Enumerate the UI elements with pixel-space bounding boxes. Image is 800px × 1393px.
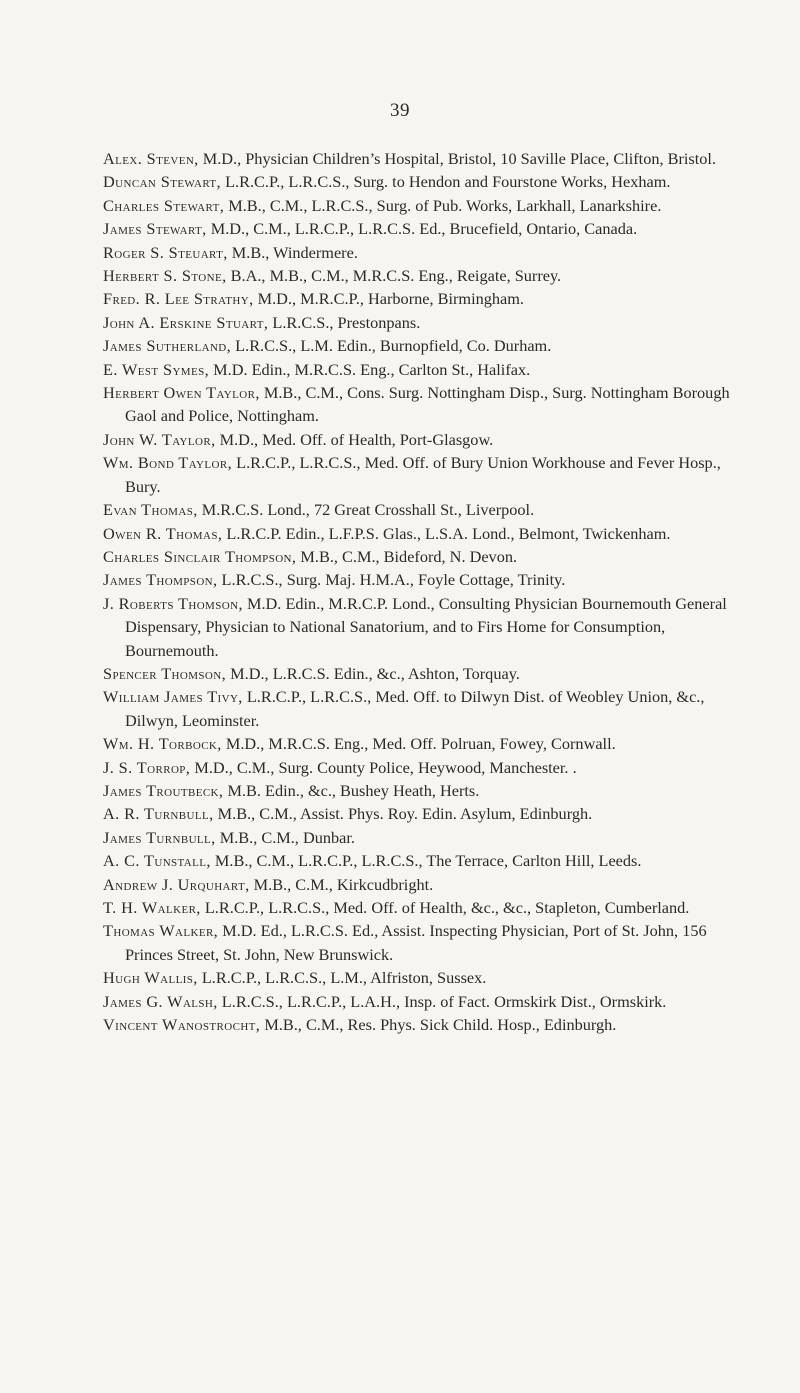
directory-entry xyxy=(103,217,753,240)
entry-name: Duncan Stewart, xyxy=(103,172,222,192)
entry-name: Charles Stewart, xyxy=(103,195,225,215)
entry-details: M.B., C.M., Cons. Surg. Nottingham Disp., Surg. Nottingham Borough Gaol and Police, Nottingham. xyxy=(125,383,730,426)
entry-details: L.R.C.P., L.R.C.S., L.M., Alfriston, Sussex. xyxy=(197,968,487,988)
entry-name: T. H. Walker, xyxy=(103,898,201,917)
entry-name: Hugh Wallis, xyxy=(103,968,198,988)
directory-entry xyxy=(103,451,753,498)
entry-details: L.R.C.S., Surg. Maj. H.M.A., Foyle Cottage, Trinity. xyxy=(217,570,566,590)
directory-entry xyxy=(103,685,753,732)
entry-name: Spencer Thomson, xyxy=(103,663,227,683)
entry-name: Herbert Owen Taylor, xyxy=(103,383,260,403)
entry-details: M.B., C.M., Kirkcudbright. xyxy=(249,874,434,894)
directory-entry xyxy=(103,358,753,381)
directory-entry xyxy=(103,1013,753,1036)
entry-details: M.D., C.M., L.R.C.P., L.R.C.S. Ed., Brucefield, Ontario, Canada. xyxy=(206,219,638,239)
directory-entry xyxy=(103,662,753,685)
entry-details: L.R.C.S., Prestonpans. xyxy=(268,312,421,332)
entry-details: M.D. Edin., M.R.C.P. Lond., Consulting Physician Bournemouth General Dispensary, Physician to National Sanatorium, and to Firs Home for Consumption, Bournemouth. xyxy=(125,593,727,660)
directory-entry xyxy=(103,919,753,966)
entry-details: L.R.C.P. Edin., L.F.P.S. Glas., L.S.A. Lond., Belmont, Twickenham. xyxy=(222,523,671,543)
entry-details: M.D., L.R.C.S. Edin., &c., Ashton, Torquay. xyxy=(226,663,520,683)
entry-details: M.D. Ed., L.R.C.S. Ed., Assist. Inspecting Physician, Port of St. John, 156 Princes Street, St. John, New Brunswick. xyxy=(125,921,707,964)
directory-entry xyxy=(103,756,753,779)
directory-entry xyxy=(103,194,753,217)
entry-name: James Turnbull, xyxy=(103,827,216,847)
entry-name: Wm. Bond Taylor, xyxy=(103,453,233,473)
directory-entry xyxy=(103,241,753,264)
entry-name: Wm. H. Torbock, xyxy=(103,734,222,754)
entry-name: Alex. Steven, xyxy=(103,149,199,168)
entry-name: A. C. Tunstall, xyxy=(103,851,211,871)
entry-details: L.R.C.P., L.R.C.S., Med. Off. of Bury Union Workhouse and Fever Hosp., Bury. xyxy=(125,453,721,496)
entry-details: B.A., M.B., C.M., M.R.C.S. Eng., Reigate, Surrey. xyxy=(226,266,562,286)
entry-name: James G. Walsh, xyxy=(103,991,218,1011)
directory-entry xyxy=(103,802,753,825)
entry-details: M.D. Edin., M.R.C.S. Eng., Carlton St., Halifax. xyxy=(209,359,531,379)
entry-name: Vincent Wanostrocht, xyxy=(103,1015,261,1035)
directory-entry xyxy=(103,428,753,451)
directory-entry xyxy=(103,170,753,193)
directory-entry xyxy=(103,732,753,755)
entry-details: L.R.C.P., L.R.C.S., Med. Off. of Health, &c., &c., Stapleton, Cumberland. xyxy=(200,898,690,917)
entry-details: M.B., C.M., Assist. Phys. Roy. Edin. Asylum, Edinburgh. xyxy=(213,804,593,824)
entry-details: L.R.C.S., L.R.C.P., L.A.H., Insp. of Fact. Ormskirk Dist., Ormskirk. xyxy=(217,991,667,1011)
entry-details: M.B., C.M., Res. Phys. Sick Child. Hosp., Edinburgh. xyxy=(260,1015,617,1035)
entry-name: James Sutherland, xyxy=(103,336,232,356)
entry-name: Fred. R. Lee Strathy, xyxy=(103,289,254,309)
entry-details: M.B., Windermere. xyxy=(227,242,358,262)
entry-name: Herbert S. Stone, xyxy=(103,266,227,286)
entry-name: Andrew J. Urquhart, xyxy=(103,874,250,894)
directory-entry xyxy=(103,896,753,919)
directory-entry xyxy=(103,498,753,521)
entry-details: M.D., M.R.C.P., Harborne, Birmingham. xyxy=(253,289,525,309)
entry-name: Charles Sinclair Thompson, xyxy=(103,546,297,566)
entry-details: M.D., Physician Children’s Hospital, Bristol, 10 Saville Place, Clifton, Bristol. xyxy=(198,149,717,168)
directory-entry xyxy=(103,592,753,662)
directory-entry xyxy=(103,522,753,545)
directory-entry xyxy=(103,545,753,568)
entry-name: Roger S. Steuart, xyxy=(103,242,228,262)
directory-entries xyxy=(103,147,753,1036)
entry-details: L.R.C.P., L.R.C.S., Med. Off. to Dilwyn Dist. of Weobley Union, &c., Dilwyn, Leominster. xyxy=(125,687,705,730)
entry-details: M.B. Edin., &c., Bushey Heath, Herts. xyxy=(223,780,480,800)
page-number: 39 xyxy=(390,100,410,121)
entry-details: M.D., M.R.C.S. Eng., Med. Off. Polruan, Fowey, Cornwall. xyxy=(221,734,616,754)
entry-details: L.R.C.S., L.M. Edin., Burnopfield, Co. Durham. xyxy=(231,336,552,356)
entry-details: M.B., C.M., Bideford, N. Devon. xyxy=(296,546,518,566)
entry-details: M.B., C.M., L.R.C.P., L.R.C.S., The Terrace, Carlton Hill, Leeds. xyxy=(210,851,642,871)
entry-details: L.R.C.P., L.R.C.S., Surg. to Hendon and Fourstone Works, Hexham. xyxy=(221,172,671,192)
entry-name: James Thompson, xyxy=(103,570,218,590)
directory-entry xyxy=(103,568,753,591)
directory-entry xyxy=(103,381,753,428)
entry-name: James Troutbeck, xyxy=(103,780,224,800)
entry-name: A. R. Turnbull, xyxy=(103,804,214,824)
entry-name: James Stewart, xyxy=(103,219,207,239)
directory-entry xyxy=(103,311,753,334)
entry-name: J. S. Torrop, xyxy=(103,757,191,777)
directory-entry xyxy=(103,287,753,310)
directory-entry xyxy=(103,990,753,1013)
directory-entry xyxy=(103,147,753,170)
entry-name: William James Tivy, xyxy=(103,687,243,707)
directory-entry xyxy=(103,334,753,357)
directory-entry xyxy=(103,873,753,896)
entry-name: J. Roberts Thomson, xyxy=(103,593,243,613)
directory-entry xyxy=(103,966,753,989)
entry-name: Owen R. Thomas, xyxy=(103,523,223,543)
directory-entry xyxy=(103,779,753,802)
entry-name: E. West Symes, xyxy=(103,359,210,379)
entry-name: Evan Thomas, xyxy=(103,500,198,520)
entry-details: M.B., C.M., L.R.C.S., Surg. of Pub. Works, Larkhall, Lanarkshire. xyxy=(224,195,662,215)
entry-details: M.D., Med. Off. of Health, Port-Glasgow. xyxy=(215,429,494,449)
directory-entry xyxy=(103,826,753,849)
directory-entry xyxy=(103,264,753,287)
entry-name: John A. Erskine Stuart, xyxy=(103,312,269,332)
entry-details: M.R.C.S. Lond., 72 Great Crosshall St., Liverpool. xyxy=(197,500,535,520)
directory-entry xyxy=(103,849,753,872)
entry-name: John W. Taylor, xyxy=(103,429,216,449)
entry-name: Thomas Walker, xyxy=(103,921,219,941)
entry-details: M.B., C.M., Dunbar. xyxy=(215,827,355,847)
entry-details: M.D., C.M., Surg. County Police, Heywood, Manchester. . xyxy=(190,757,577,777)
